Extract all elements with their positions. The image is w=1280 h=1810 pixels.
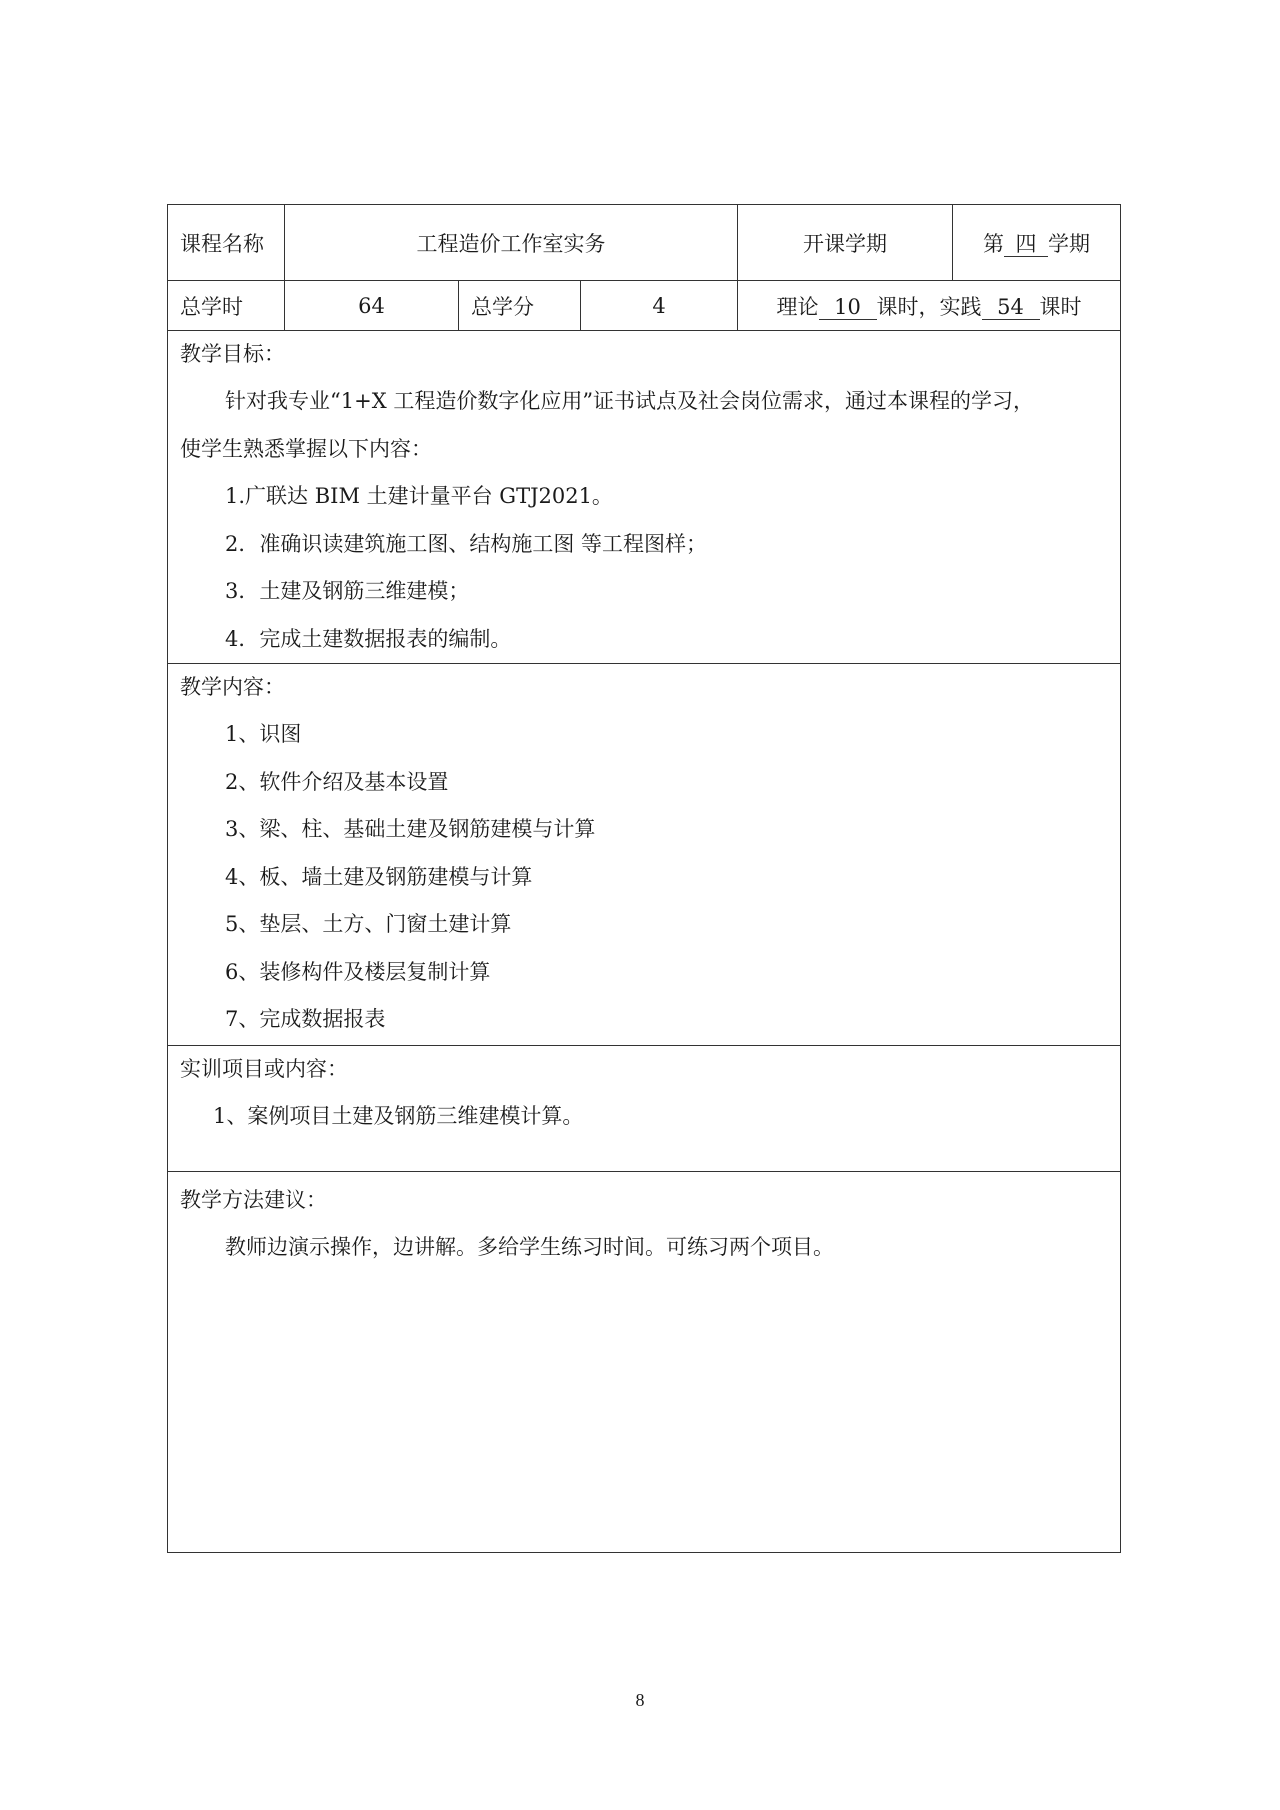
page-number: 8: [635, 1690, 645, 1710]
hours-breakdown: [738, 281, 1121, 331]
total-credits-label: 总学分: [459, 281, 581, 331]
methods-section: [168, 1172, 1121, 1553]
objectives-intro-line2: 使学生熟悉掌握以下内容：: [180, 436, 432, 461]
content-row: [168, 664, 1121, 1046]
semester-value: 四: [1004, 233, 1048, 257]
objectives-row: [168, 331, 1121, 664]
content-heading: 教学内容：: [180, 675, 285, 699]
objectives-intro-line1: 针对我专业“1+X 工程造价数字化应用”证书试点及社会岗位需求，通过本课程的学习，: [225, 389, 1035, 413]
objectives-heading: 教学目标：: [180, 342, 285, 366]
semester-cell: [953, 205, 1121, 281]
content-item: 1、识图: [225, 722, 302, 746]
objectives-section: [168, 331, 1121, 664]
objectives-item: 1.广联达 BIM 土建计量平台 GTJ2021。: [225, 484, 613, 508]
course-name-label: 课程名称: [168, 205, 285, 281]
semester-suffix: 学期: [1048, 231, 1091, 256]
semester-prefix: 第: [983, 231, 1005, 256]
course-table: [167, 204, 1121, 1553]
content-item: 7、完成数据报表: [225, 1007, 386, 1031]
methods-row: [168, 1172, 1121, 1553]
content-item: 4、板、墙土建及钢筋建模与计算: [225, 864, 533, 889]
theory-label: 理论: [776, 294, 819, 319]
training-row: [168, 1046, 1121, 1172]
total-hours-value: 64: [285, 281, 459, 331]
content-item: 6、装修构件及楼层复制计算: [225, 959, 491, 984]
content-section: [168, 664, 1121, 1046]
total-hours-label: 总学时: [168, 281, 285, 331]
total-credits-value: 4: [581, 281, 738, 331]
course-row: [168, 205, 1121, 281]
practice-hours: 54: [982, 296, 1040, 320]
methods-text: 教师边演示操作，边讲解。多给学生练习时间。可练习两个项目。: [225, 1235, 834, 1259]
objectives-item: 3．土建及钢筋三维建模；: [225, 579, 470, 603]
content-item: 2、软件介绍及基本设置: [225, 769, 449, 794]
training-section: [168, 1046, 1121, 1172]
content-item: 5、垫层、土方、门窗土建计算: [225, 912, 512, 936]
theory-hours: 10: [819, 296, 877, 320]
hours-row: [168, 281, 1121, 331]
training-heading: 实训项目或内容：: [180, 1057, 348, 1081]
training-item: 1、案例项目土建及钢筋三维建模计算。: [213, 1104, 584, 1128]
semester-label: 开课学期: [738, 205, 953, 281]
objectives-item: 4．完成土建数据报表的编制。: [225, 626, 512, 651]
theory-unit: 课时，实践: [876, 294, 982, 319]
practice-unit: 课时: [1039, 294, 1082, 319]
objectives-item: 2．准确识读建筑施工图、结构施工图 等工程图样；: [225, 531, 708, 556]
course-name-value: 工程造价工作室实务: [285, 205, 738, 281]
content-item: 3、梁、柱、基础土建及钢筋建模与计算: [225, 817, 596, 841]
methods-heading: 教学方法建议：: [180, 1188, 327, 1212]
